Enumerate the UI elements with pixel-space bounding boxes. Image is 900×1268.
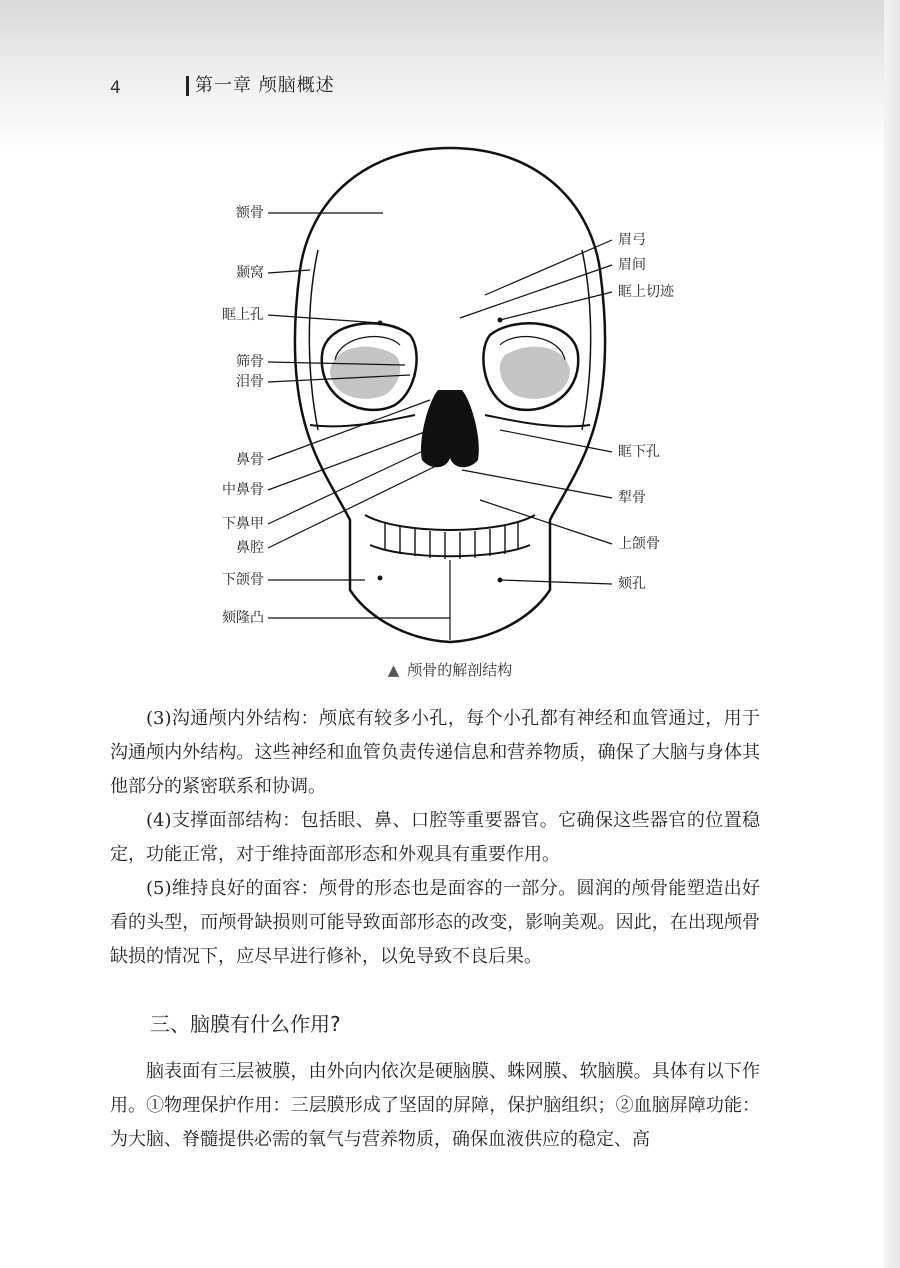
page-number: 4 [110, 78, 121, 98]
caption-marker: ▲ [387, 661, 400, 679]
label-middle-nasal: 中鼻骨 [222, 482, 264, 498]
label-superciliary-arch: 眉弓 [618, 232, 646, 248]
label-supraorbital-notch: 眶上切迹 [618, 284, 674, 300]
label-nasal-bone: 鼻骨 [236, 452, 264, 468]
label-mental-foramen: 颏孔 [618, 576, 646, 592]
page-edge [884, 0, 900, 1268]
label-frontal-bone: 额骨 [236, 205, 264, 221]
paragraph: (4)支撑面部结构：包括眼、鼻、口腔等重要器官。它确保这些器官的位置稳定，功能正常，对于维持面部形态和外观具有重要作用。 [110, 810, 760, 865]
paragraph: (5)维持良好的面容：颅骨的形态也是面容的一部分。圆润的颅骨能塑造出好看的头型，而颅骨缺损则可能导致面部形态的改变，影响美观。因此，在出现颅骨缺损的情况下，应尽早进行修补，以免导致不良后果。 [110, 878, 760, 967]
label-vomer: 犁骨 [618, 490, 646, 506]
label-ethmoid-bone: 筛骨 [236, 354, 264, 370]
section-heading: 三、脑膜有什么作用? [150, 1012, 341, 1036]
label-temporal-fossa: 颞窝 [236, 265, 264, 281]
label-maxilla: 上颌骨 [618, 536, 660, 552]
paragraph: (3)沟通颅内外结构：颅底有较多小孔，每个小孔都有神经和血管通过，用于沟通颅内外结构。这些神经和血管负责传递信息和营养物质，确保了大脑与身体其他部分的紧密联系和协调。 [110, 708, 760, 797]
skull-illustration [200, 140, 700, 650]
caption-text: 颅骨的解剖结构 [407, 661, 513, 679]
header-band [0, 0, 900, 150]
label-supraorbital-foramen: 眶上孔 [222, 307, 264, 323]
label-mandible: 下颌骨 [222, 572, 264, 588]
chapter-title: 第一章 颅脑概述 [186, 76, 335, 96]
label-mental-protuberance: 颏隆凸 [222, 610, 264, 626]
label-inferior-turbinate: 下鼻甲 [222, 516, 264, 532]
label-lacrimal-bone: 泪骨 [236, 374, 264, 390]
body-text-bottom [110, 1055, 760, 1157]
label-infraorbital-foramen: 眶下孔 [618, 444, 660, 460]
label-glabella: 眉间 [618, 257, 646, 273]
body-text-top [110, 702, 760, 974]
skull-figure [200, 140, 700, 650]
figure-caption [0, 659, 900, 680]
paragraph: 脑表面有三层被膜，由外向内依次是硬脑膜、蛛网膜、软脑膜。具体有以下作用。①物理保护作用：三层膜形成了坚固的屏障，保护脑组织；②血脑屏障功能：为大脑、脊髓提供必需的氧气与营养物质，确保血液供应的稳定、高 [110, 1061, 760, 1150]
label-nasal-cavity: 鼻腔 [236, 540, 264, 556]
